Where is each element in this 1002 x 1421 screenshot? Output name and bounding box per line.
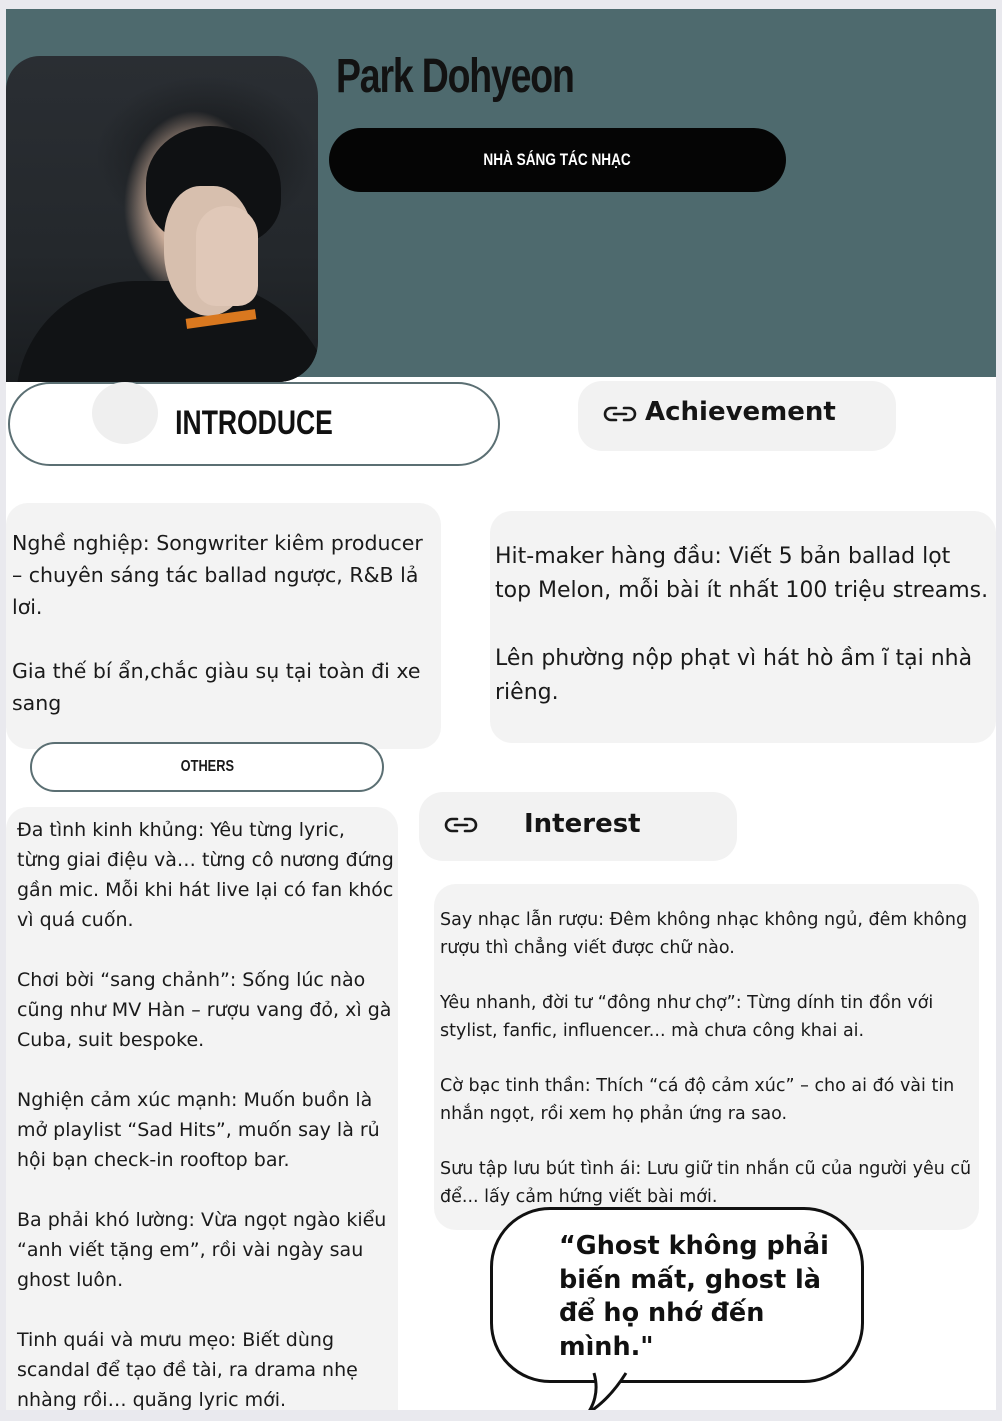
quote-text: “Ghost không phải biến mất, ghost là để họ nhớ đến mình." <box>559 1231 829 1362</box>
achievement-heading <box>578 381 896 451</box>
link-icon <box>444 815 478 839</box>
others-text: Chơi bời “sang chảnh”: Sống lúc nào cũng như MV Hàn – rượu vang đỏ, xì gà Cuba, suit bespoke. <box>17 969 392 1051</box>
link-icon <box>603 404 637 428</box>
interest-text: Cờ bạc tinh thần: Thích “cá độ cảm xúc” – cho ai đó vài tin nhắn ngọt, rồi xem họ phản ứng ra sao. <box>440 1076 955 1124</box>
interest-text: Sưu tập lưu bút tình ái: Lưu giữ tin nhắn cũ của người yêu cũ để... lấy cảm hứng viết bài mới. <box>440 1159 972 1207</box>
others-text: Đa tình kinh khủng: Yêu từng lyric, từng giai điệu và… từng cô nương đứng gần mic. Mỗi khi hát live lại có fan khóc vì quá cuốn. <box>17 819 394 931</box>
profile-photo <box>6 56 318 382</box>
achievement-text: Hit-maker hàng đầu: Viết 5 bản ballad lọt top Melon, mỗi bài ít nhất 100 triệu streams. <box>495 544 989 603</box>
speech-bubble-tail <box>576 1371 636 1410</box>
achievement-card <box>490 511 996 743</box>
role-label: NHÀ SÁNG TÁC NHẠC <box>483 150 632 169</box>
interest-card <box>434 884 979 1230</box>
interest-text: Say nhạc lẫn rượu: Đêm không nhạc không ngủ, đêm không rượu thì chẳng viết được chữ nào. <box>440 910 968 958</box>
others-text: Nghiện cảm xúc mạnh: Muốn buồn là mở playlist “Sad Hits”, muốn say là rủ hội bạn check-in rooftop bar. <box>17 1089 380 1171</box>
introduce-heading <box>8 382 500 466</box>
introduce-card <box>6 503 441 749</box>
interest-text: Yêu nhanh, đời tư “đông như chợ”: Từng dính tin đồn với stylist, fanfic, influencer... mà chưa công khai ai. <box>440 993 934 1041</box>
achievement-label: Achievement <box>645 397 836 427</box>
introduce-text: Nghề nghiệp: Songwriter kiêm producer – chuyên sáng tác ballad ngược, R&B lả lơi. <box>12 531 423 619</box>
profile-name: Park Dohyeon <box>336 50 574 103</box>
achievement-text: Lên phường nộp phạt vì hát hò ầm ĩ tại nhà riêng. <box>495 646 973 705</box>
others-heading <box>30 742 384 792</box>
interest-label: Interest <box>524 808 641 839</box>
introduce-label: INTRODUCE <box>175 404 333 442</box>
interest-heading <box>419 792 737 861</box>
others-text: Tinh quái và mưu mẹo: Biết dùng scandal để tạo đề tài, ra drama nhẹ nhàng rồi… quăng lyric mới. <box>17 1329 358 1410</box>
role-badge <box>329 128 786 192</box>
profile-page <box>6 9 996 1410</box>
quote-bubble <box>490 1207 864 1383</box>
others-card <box>6 807 398 1410</box>
others-text: Ba phải khó lường: Vừa ngọt ngào kiểu “anh viết tặng em”, rồi vài ngày sau ghost luôn. <box>17 1209 387 1291</box>
others-label: OTHERS <box>180 758 234 775</box>
introduce-text: Gia thế bí ẩn,chắc giàu sụ tại toàn đi xe sang <box>12 659 421 715</box>
